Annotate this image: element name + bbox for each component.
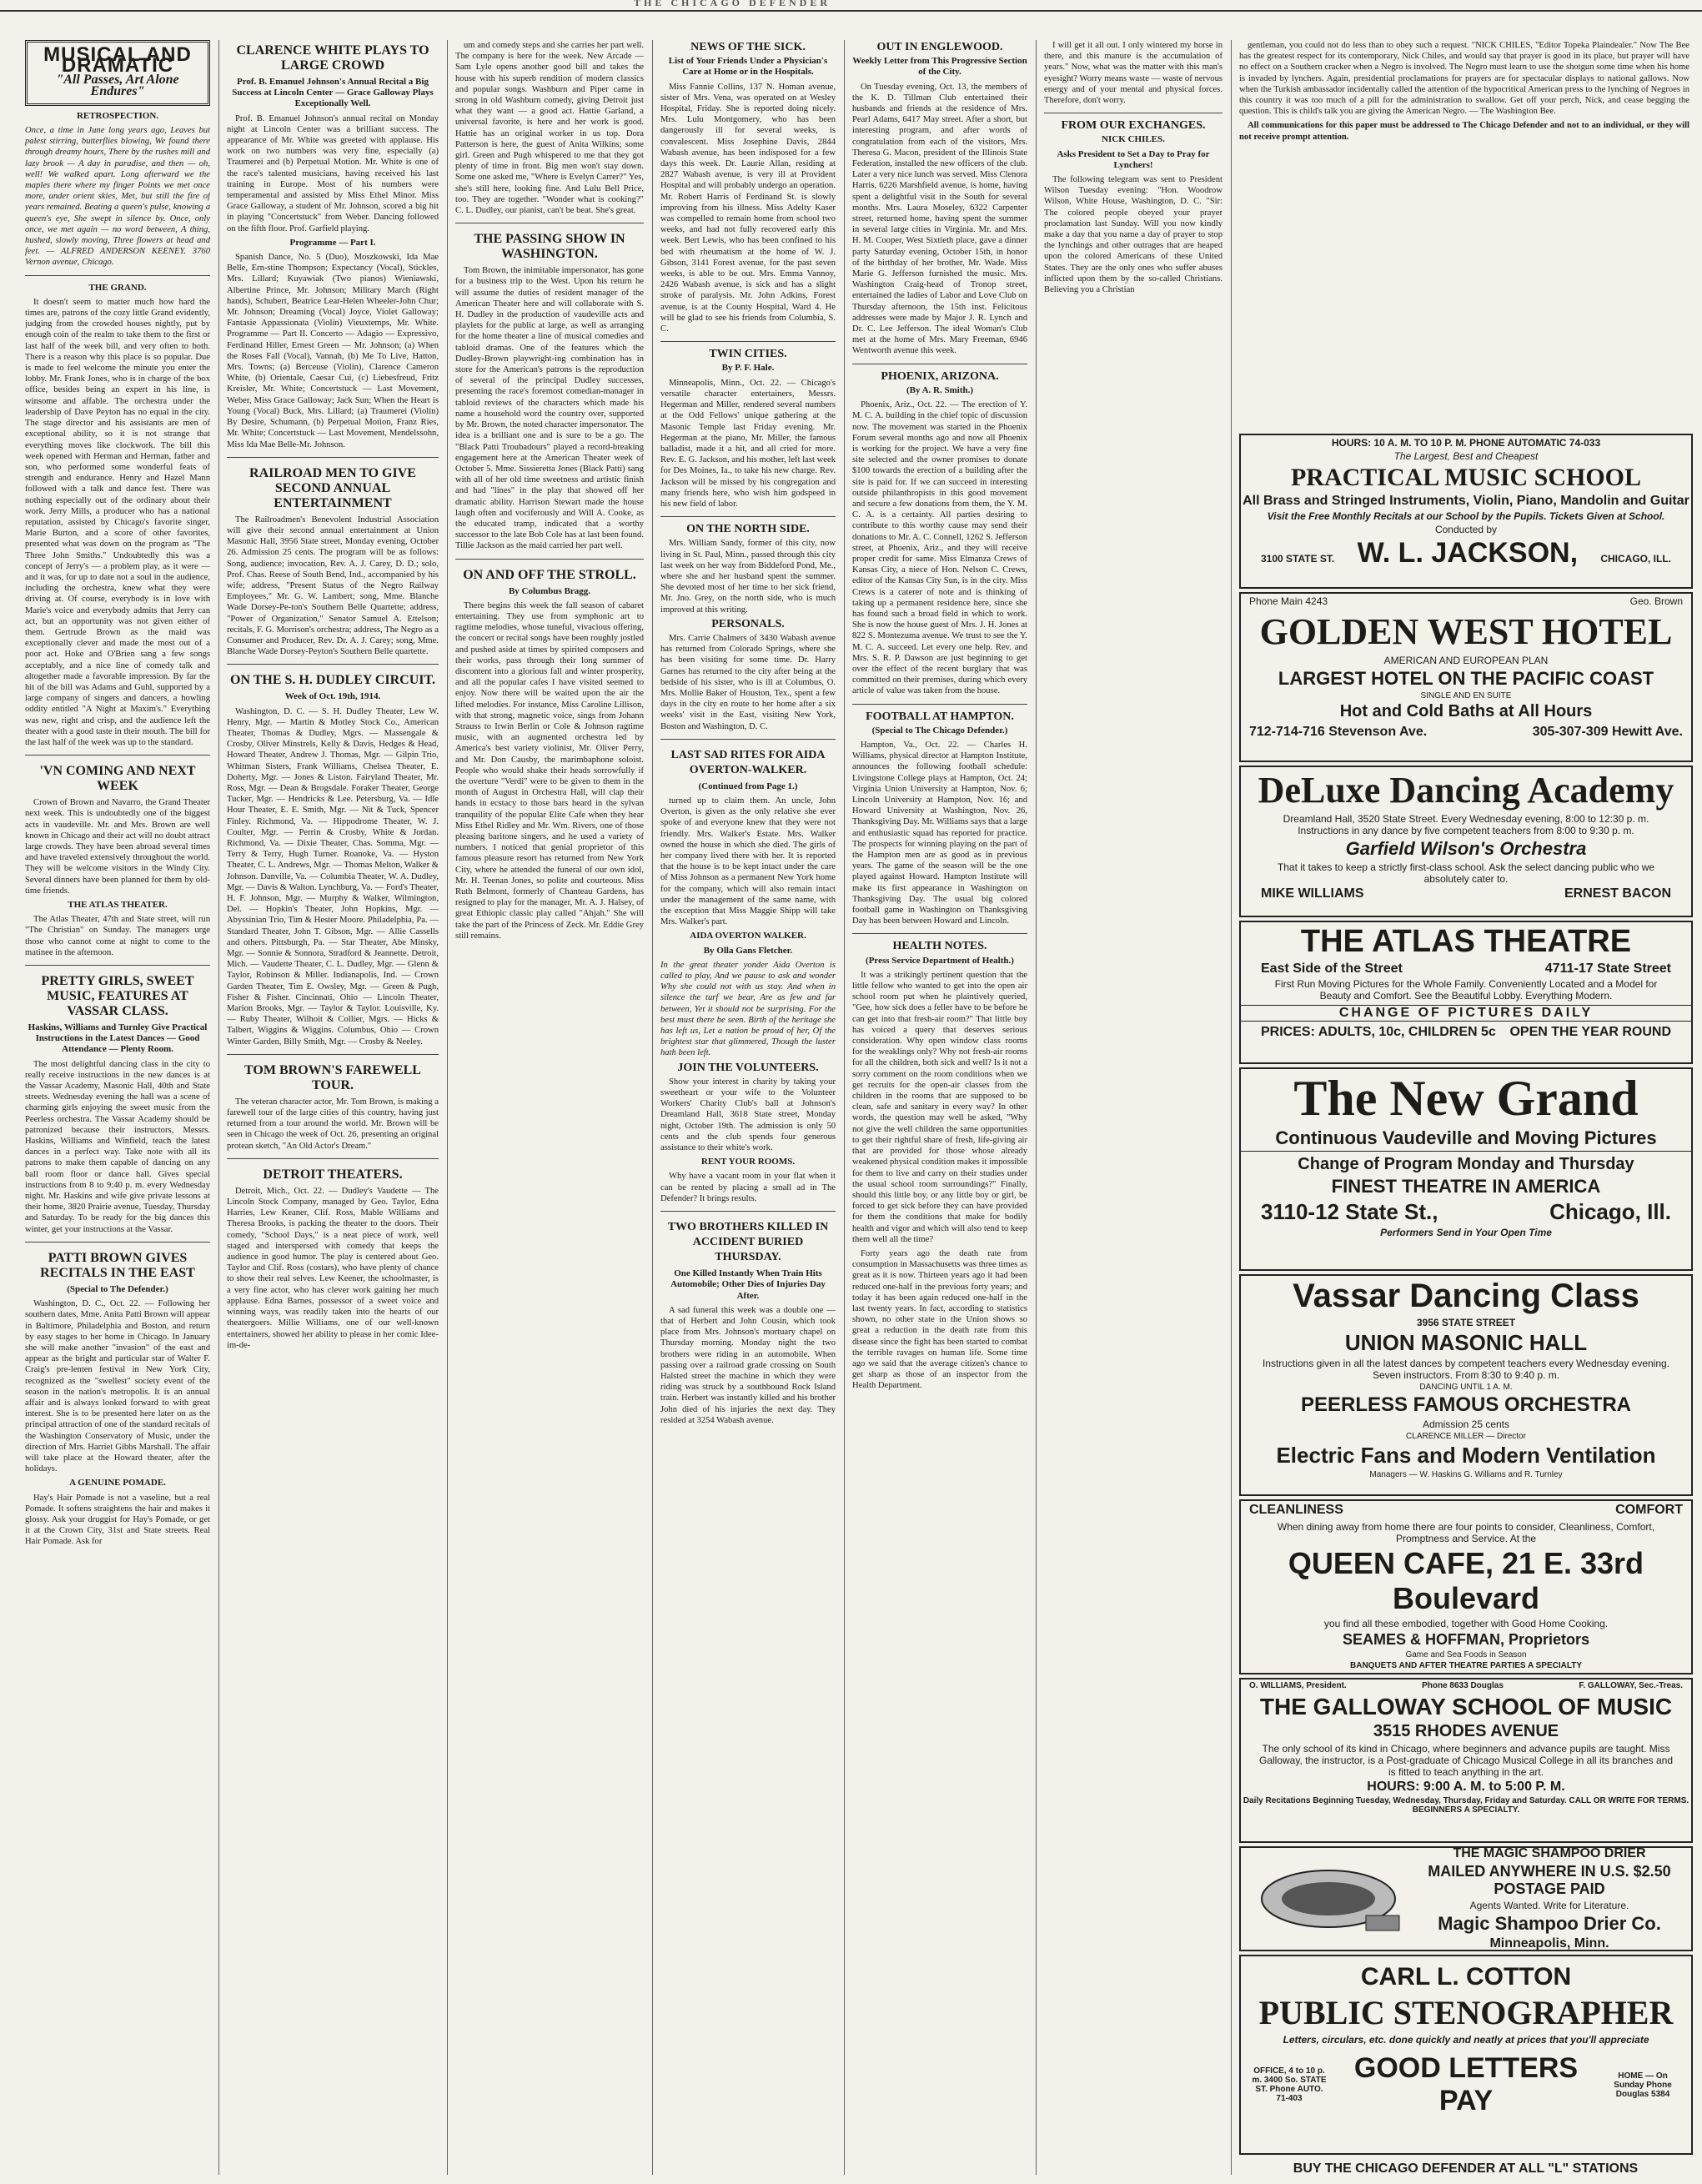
subheadline: (Special to The Chicago Defender.) — [871, 725, 1008, 736]
rule — [660, 1211, 836, 1212]
rule — [227, 1158, 439, 1159]
byline: By Olla Gans Fletcher. — [703, 945, 793, 956]
rule — [227, 664, 439, 665]
column-5 — [852, 40, 1027, 2175]
poem-text: In the great theater yonder Aida Overton is called to play, And we pause to ask and wonder Why she could not with us stay. And when in silence the turf we bear, Are as few and far between, Yet it should not be surprising. For the best must there be seen. Birth of the heritage she has left us, Let a nation be proud of her, Of the brightest star that glimmered, Though the luster hath been left. — [660, 960, 836, 1058]
article-text: The most delightful dancing class in the city to really receive instructions in the new dances is at the Vassar Academy, Masonic Hall, 40th and State streets. Wednesday evening the hall was a scene of charming girls enjoying the sweet music from the Peerless orchestra. The Vassar Academy should be patronized because their instructors, Messrs. Haskins, Williams and Winfield, teach the latest dances in a perfect way. Take note with all its patrons to make them capable of dancing on any ball room floor or dance hall. Gives special instructions from 8 to 9:40 p. m. every Wednesday night. Mr. Haskins and wife give private lessons at their home, 3820 Prairie avenue, Tuesday, Thursday and Saturday. To be ready for the big dances this winter, get your instructions at the Vassar. — [25, 1059, 210, 1234]
shampoo-drier-illustration — [1249, 1857, 1408, 1940]
headline: RAILROAD MEN TO GIVE SECOND ANNUAL ENTERTAINMENT — [249, 465, 416, 510]
subheadline: (Continued from Page 1.) — [698, 781, 798, 791]
article-text: The Railroadmen's Benevolent Industrial Association will give their second annual entertainment at Union Masonic Hall, 3956 State street, Monday evening, October 26. Admission 25 cents. The program will be as follows: Song, audience; invocation, Rev. A. J. Carey, D. D.; solo, Prof. Chas. Reese of South Bend, Ind., accompanied by his wife; address, "Present Status of the Negro Railway Employees," Mr. G. W. Lambert; song, Mme. Blanche Wade Dorsey-Pe-ton's Southern Belle Quartette; address, "Power of Organization," Senator Samuel A. Ettelson; recitals, F. G. Morrison's orchestra; address, The Negro as a Consumer and Producer, Rev. Dr. A. J. Carey; song, Mme. Blanche Wade Dorsey-Peyton's Southern Belle quartette. — [227, 515, 439, 657]
article-text: um and comedy steps and she carries her part well. The company is here for the week. New Arcade — Sam Lyle opens another good bill and takes the house with his superb rendition of modern classics and popular songs. Washburn and Piper came in strong in old Washburn comedy, giving Detroit just what they want — a good act. Hattie Garland, a universal favorite, is here and her work is good. Hattie has an original worker in us top. Dora Patterson is here, the guest of Anita Wilkins; some girl. Green and Pugh whispered to me that they got plenty of time in front. Big men won't stay down. Some one asked me, "Where is Evelyn Carrer?" Yes, she's still here, looking fine. And Lulu Bell Price, too. They are together. "Wonder what is cooking?" C. L. Dudley, our pianist, can't be beat. She's great. — [455, 41, 644, 216]
byline: By P. F. Hale. — [721, 363, 775, 374]
section-title: MUSICAL AND DRAMATIC — [43, 43, 192, 78]
article-text: It was a strikingly pertinent question that the little fellow who wanted to get into the open air school room put when he plaintively queried, "Gee, how sick does a feller have to be before he can get into that fresh-air room?" That little boy has voiced a query that deserves serious consideration. Why open window class rooms for the weaklings only? Why not fresh-air rooms for all the children, both sick and well? Is it not a sorry comment on the room conditions when we get recruits for the open-air classes from the children in the rooms that are supposed to be clean, safe and sanitary in every way? In other words, the question may well be asked, "Why not give the well children the same opportunities to get their rightful share of fresh, life-giving air that are provided for those whose already weakened physical condition makes it impossible for them to live and carry on their studies under the usual school room surroundings?" Finally, should this little boy, or any little boy or girl, be forced to get sick before they can have provided for them the conditions that make for bodily health and vigor and which will also tend to keep them well all the time? — [852, 970, 1027, 1244]
subheadline: Week of Oct. 19th, 1914. — [284, 691, 381, 702]
section-tagline: "All Passes, Art Alone Endures" — [56, 73, 179, 98]
subheadline: Weekly Letter from This Progressive Section of the City. — [852, 56, 1027, 78]
headline: FROM OUR EXCHANGES. — [1061, 119, 1206, 133]
article-text: A sad funeral this week was a double one — that of Herbert and John Cousin, which took place from Mrs. Johnson's mortuary chapel on Thursday morning. Monday night the two brothers were riding in an automobile. When passing over a railroad grade crossing on South Halsted street the machine in which they were riding was struck by a southbound Rock Island train. Herbert was instantly killed and his brother John died of his injuries the next day. They resided at 3254 Wabash avenue. — [660, 1305, 836, 1425]
article-text: Tom Brown, the inimitable impersonator, has gone for a business trip to the West. Upon his return he will assume the duties of resident manager of the American Theater here and will collaborate with S. H. Dudley in the production of vaudeville acts and playlets for the public at large, as well as arranging for the home theater a line of musical comedies and tabloid dramas. One of the features which the Dudley-Brown playwright-ing combination has in store for the American's patrons is the reproduction of several of the principal Dudley successes, presenting the race's foremost comedian-manager in tabloid reviews of the characters which made his name a household word the country over, supported by Mr. Brown, the noted character impersonator. The idea is a brilliant one and is sure to be a go. The "Black Patti Troubadours" played a record-breaking engagement here at the American Theater week of October 5. Mme. Sissieretta Jones (Black Patti) sang with all of her old time sweetness and artistic finish and had "lines" in the play that showed off her dramatic ability. Harrison Stewart made the house laugh often and vociferously and Will A. Cooke, as the educated tramp, indicated that a worthy successor to the late Bob Cole has at last been found. Tillie Jackson as the maid carried her part well. — [455, 266, 644, 551]
headline: JOIN THE VOLUNTEERS. — [677, 1061, 819, 1074]
headline: DETROIT THEATERS. — [263, 1167, 403, 1182]
column-2 — [227, 40, 439, 2175]
ad-new-grand-theatre: The New Grand Continuous Vaudeville and Moving Pictures Change of Program Monday and Thursday FINEST THEATRE IN AMERICA 3110-12 State St., Chicago, Ill. Performers Send in Your Open Time — [1239, 1067, 1693, 1271]
article-text: Phoenix, Ariz., Oct. 22. — The erection of Y. M. C. A. building in the chief topic of discussion now. The movement was started in the Phoenix Forum several months ago and now all Phoenix is working for the project. We have a very fine site selected and the owner promises to donate $100 towards the erection of a building after the site is paid for. If we can succeed in interesting outside philanthropists in this good movement and secure a few donations from them, the Y. M. C. A. is a certainty. All parties desiring to contribute to this worthy cause may send their donations to Mr. A. C. Connell, 1262 S. Jefferson street, at Phoenix, Ariz., and they will receive proper credit for same. Miss Elmanza Crews of Kansas City, a niece of Hon. Nelson C. Crews, editor of the Kansas City Sun, is in the city. Miss Crews is a caterer of note and is thinking of taking up a permanent residence here, since she has found such a broad field in which to work. She is now the house guest of Mrs. J. H. Jones at 822 S. Montezuma avenue. We trust to see the Y. M. C. A. succeed. Let every one help. Rev. and Mrs. S. R. P. Dawson are just beginning to get over the effect of the recent burglary that was committed on their premises, during which every article of value was taken from the house. — [852, 400, 1027, 696]
article-text: Prof. B. Emanuel Johnson's annual recital on Monday night at Lincoln Center was a brilliant success. The appearance of Mr. White was greeted with applause. His work on two numbers was very fine, especially (a) Traumerei and (b) Perpetual Motion. Mr. White is one of the race's talented musicians, having received his last training in Europe. Most of his numbers were temperamental and assisted by Miss Ethel Minor. Miss Grace Galloway, a student of Mr. Johnson, scored a big hit in playing "Concertstuck" from Weber. Dancing followed on the fifth floor. Prof. Garfield playing. — [227, 113, 439, 233]
subheadline: Programme — Part I. — [289, 237, 376, 248]
article-text: The Atlas Theater, 47th and State street, will run "The Christian" on Sunday. The managers urge those who cannot come at night to come to the matinee in the afternoon. — [25, 915, 210, 957]
headline: HEALTH NOTES. — [892, 940, 987, 953]
article-text: turned up to claim them. An uncle, John Overton, is given as the only relative she ever spoke of and everyone knew that they were not friendly. Mrs. Walker's Estate. Mrs. Walker owned the house in which she died. The girls of her company lived there with her. It is reported that the house is to be kept intact under the care of Miss Johnson as a permanent New York home for the company, which will also remain intact under the management of the same name, with the exception that Miss Maggie Shipp will take Mrs. Walker's part. — [660, 796, 836, 927]
rule — [227, 457, 439, 458]
rule — [660, 516, 836, 517]
column-4 — [660, 40, 836, 2175]
article-text: Detroit, Mich., Oct. 22. — Dudley's Vaudette — The Lincoln Stock Company, managed by Geo. Taylor, Edna Harries, Lew Keaner, Clif. Ross, Mable Williams and Theresa Brooks, is packing the theater to the doors. Their comedy, "School Days," is a neat piece of work, well staged and interspersed with comedy that keeps the audience in good humor. The play is centered about Geo. Taylor and Clif. Ross (costars), who have plenty of chance to show their real selves. Lew Keener, the schoolmaster, is a very fine actor, who has clever work gaining her much applause. Edna Barnes, possessor of a sweet voice and winning ways, was readily taken into the hearts of our theatergoers. Millie Williams, one of our well-known entertainers, showed her ability to please in her comic Idee-im-de- — [227, 1186, 439, 1350]
section-banner — [25, 40, 210, 106]
ad-deluxe-dancing-academy: DeLuxe Dancing Academy Dreamland Hall, 3520 State Street. Every Wednesday evening, 8:00 to 12:30 p. m. Instructions in any dance by five competent teachers from 8:00 to 9:30 p. m. Garfield Wilson's Orchestra That it takes to keep a strictly first-class school. Ask the select dancing public who we absolutely cater to. MIKE WILLIAMS ERNEST BACON — [1239, 766, 1693, 917]
article-text: Once, a time in June long years ago, Leaves but palest stirring, butterflies blowing, We found there through dreamy hours, There by the rushes mill and lazy brook — A day in paradise, and then — oh, well! We walked apart. Long afterward we the maples there where my finger Points we met once more, under orient skies, Met, but still the fire of years remained. Beating a queen's pulse, knowing a queen's eye, She swept in silence by. Once, only once, we met again — no word between, A thing, hushed, slowly moving, Three flowers at head and feet. — ALFRED ANDERSON KEENEY. 3760 Vernon avenue, Chicago. — [25, 126, 210, 268]
headline: THE ATLAS THEATER. — [68, 900, 168, 911]
column-1 — [25, 40, 210, 2175]
headline: TWO BROTHERS KILLED IN ACCIDENT BURIED THURSDAY. — [667, 1221, 829, 1264]
article-text: There begins this week the fall season of cabaret entertaining. They use from symphonic art to ragtime melodies, whose tuneful, vivacious offering, the concert or recital songs have been roughly jostled and pushed aside at times by spirited composers and their works, pass through their long summer of discontent into a glorious fall and winter prosperity, and all the popular cafes I have visited seemed to enjoy. Now there will be waited upon the air the lifted melodies. For instance, Miss Caroline Lillison, with that strong, magnetic voice, sings from Johann Strauss to Irwin Berlin or Cole & Johnson ragtime music, with an augmented orchestra led by America's best variety violinist, Mr. Oliver Perry, and Mr. Don Causby, the marimbaphone soloist. People who would shake their heads sorrowfully if the overture "Verdi" were to be given to them in the month of August in Orchestra Hall, will clap their hands in ecstacy to those bars heard in the sylvan tranquility of the popular Elite Cafe when they hear Miss Ethel Ridley and Mr. Wm. Rivers, one of those pleasing baritone singers, and he used a variety of numbers. I noticed that genial proprietor of this famous pleasure resort has returned from New York City, where he attended the funeral of our own idol, Mr. H. Teenan Jones, so polite and courteous. Miss Ruth Belmont, formerly of Chanteau Gardens, has resigned to play for the manager, Mr. A. J. Halsey, of great Ethiopic classic play called "Ahjah." She will take the part of the Princess of Zeck. Mr. Eddie Grey still remains. — [455, 600, 644, 941]
byline: By Columbus Bragg. — [508, 585, 591, 596]
headline: CLARENCE WHITE PLAYS TO LARGE CROWD — [236, 43, 429, 73]
column-3 — [455, 40, 644, 2175]
subheadline: (Press Service Department of Health.) — [866, 955, 1014, 966]
masthead: THE CHICAGO DEFENDER — [0, 0, 1702, 12]
rule — [227, 1054, 439, 1055]
article-text: Spanish Dance, No. 5 (Duo), Moszkowski, Ida Mae Belle, Ern-stine Thompson; Expectancy (Vocal), Stickles, Mrs. Lillard; Kuyawiak (Two pianos) Wieniawski, Albertine Prince, Mr. Johnson; Military March (Right hands), Schubert, Beatrice Lear-Helen Wheeler-John Chur; Mr. Johnson; Dreaming (Vocal) Joyce, Violet Galloway; Fantasie Appassionata (Violin) Vieuxtemps, Mr. White. Programme — Part II. Concerto — Adagio — Expressivo, Ferdinand Hiller, Ernest Green — Mr. Johnson; (a) When the Roses Fall (Vocal), Vannah, (b) Me To Live, Hatton, Mrs. Towns; (a) Berceuse (Violin), Clarence Cameron White, (b) Orientale, Caesar Cui, (c) Liebesfreud, Fritz Kreisler, Mr. White; Concertstuck — Last Movement, Weber, Miss Grace Galloway; Jack Sun; When the Heart is Young (Vocal) Buck, Mrs. Lillard; (a) Traumerei (Violin) By Desire, Schumann, (b) Perpetual Motion, Franz Ries, Mr. White; Concertstuck — Last Movement, Mendelssohn, Miss Ida Mae Belle-Mr. Johnson. — [227, 253, 439, 449]
column-divider — [844, 40, 845, 2175]
article-text: Hampton, Va., Oct. 22. — Charles H. Williams, physical director at Hampton Institute, announces the following football schedule: Livingstone College plays at Hampton, Oct. 24; Virginia Union University at Hampton, Nov. 6; Lincoln University at Hampton, Nov. 16; and Howard University at Washington, Nov. 26, Thanksgiving Day. Mr. Williams says that a large and enthusiastic squad has reported for practice. The prospects for winning playing on the part of the Hampton men are as good as in previous years. The game of the season will be the one played against Howard. Hampton Institute will make its first appearance in Washington on Thanksgiving Day. The usual big colored football game in Washington on Thanksgiving Day has been between Howard and Lincoln. — [852, 740, 1027, 926]
article-text: Mrs. William Sandy, former of this city, now living in St. Paul, Minn., passed through this city last week on her way from Biddeford Pond, Me., where she and her husband spent the summer. She devoted most of her time to her sick friend, Mr. Jno. Grey, on the north side, who is much improved at this writing. — [660, 539, 836, 615]
ad-vassar-dancing-class: Vassar Dancing Class 3956 STATE STREET UNION MASONIC HALL Instructions given in all the latest dances by competent teachers every Wednesday evening. Seven instructors. From 8:30 to 9:40 p. m. DANCING UNTIL 1 A. M. PEERLESS FAMOUS ORCHESTRA Admission 25 cents CLARENCE MILLER — Director Electric Fans and Modern Ventilation Managers — W. Haskins G. Williams and R. Turnley — [1239, 1274, 1693, 1496]
article-text: Washington, D. C. — S. H. Dudley Theater, Lew W. Henry, Mgr. — Martin & Motley Stock Co., American Theater, Thomas & Dudley, Mgrs. — Massengale & Crosby, Oliver Minstrels, Kelly & Davis, Hedges & Head, Howard Theater, Andrew J. Thomas, Mgr. — Gilpin Trio, Whitman Sisters, Frank Williams, Chelsea Theater, E. Doherty, Mgr. — Jones & Liston. Fairyland Theater, Mr. Ross, Mgr. — Dean & Brogsdale. Foraker Theater, George Tucker, Mgr. — Hendricks & Lee. Petersburg, Va. — Idle Hour Theater, E. E. Smith, Mgr. — Nit & Tuck, Spencer Finley. Richmond, Va. — Hippodrome Theater, W. J. Coulter, Mgr. — Perrin & Crosby, White & Jordan. Richmond, Va. — Dixie Theater, Chas. Somma, Mgr. — Terry & Terry, Hugh Turner. Roanoke, Va. — Hyston Theater, C. L. Andrews, Mgr. — Thomas Melton, Walker & Johnson. Danville, Va. — Columbia Theater, W. A. Dudley, Mgr. — Davis & Walton. Lynchburg, Va. — Ford's Theater, H. F. Johnson, Mgr. — Murphy & Walker, Wilmington, Del. — Hopkin's Theater, John Hopkins, Mgr. — Abyssinian Trio, Tim & Hester Moore. Philadelphia, Pa. — Standard Theater, John T. Gibson, Mgr. — Allie Cassells and others. Pittsburgh, Pa. — Star Theater, Abe Minsky, Mgr. — Sonnie & Sonnora, Stradford & Jeannette. Detroit, Mich. — Vaudette Theater, C. L. Dudley, Mgr. — Glenn & Taylor, Robinson & Miller. Indianapolis, Ind. — Crown Garden Theater, Tim E. Owsley, Mgr. — Green & Pugh, Fisher & Fisher. Cincinnati, Ohio — Lincoln Theater, Marion Brooks, Mgr. — Taylor & Taylor. Louisville, Ky. — Ruby Theater, Wilhoit & Collier, Mgrs. — Hicks & Talbert, Wiggins & Wiggins. Columbus, Ohio — Crown Winter Garden, Billy Smith, Mgr. — Crosby & Neeley. — [227, 706, 439, 1047]
headline: ON THE S. H. DUDLEY CIRCUIT. — [230, 673, 435, 688]
ad-golden-west-hotel: Phone Main 4243 Geo. Brown GOLDEN WEST HOTEL AMERICAN AND EUROPEAN PLAN LARGEST HOTEL ON THE PACIFIC COAST SINGLE AND EN SUITE Hot and Cold Baths at All Hours 712-714-716 Stevenson Ave. 305-307-309 Hewitt Ave. — [1239, 592, 1693, 762]
headline: NEWS OF THE SICK. — [690, 41, 806, 53]
headline: ON AND OFF THE STROLL. — [463, 567, 636, 582]
headline: THE PASSING SHOW IN WASHINGTON. — [474, 232, 625, 262]
article-text: I will get it all out. I only wintered my horse in there, and this manure is the accumulation of years." Now, what was the matter with this man's eyesight? Worry means waste — waste of nervous energy and of your mental and physical forces. Therefore, don't worry. — [1044, 41, 1223, 106]
column-divider — [652, 40, 653, 2175]
article-text: The following telegram was sent to President Wilson Tuesday evening: "Hon. Woodrow Wilson, White House, Washington, D. C. "Sir: The colored people obeyed your prayer proclamation last Sunday. Will you now kindly make a day that you name a day of prayer to stop the lynchings and other outrages that are heaped upon the colored Americans of these United States. They are the only ones who suffer abuses inflicted upon them by the so-called Christians. Believing you a Christian — [1044, 175, 1223, 295]
column-6 — [1044, 40, 1223, 707]
article-text: Washington, D. C., Oct. 22. — Following her southern dates, Mme. Anita Patti Brown will appear in Baltimore, Philadelphia and Boston, and return by easy stages to her home in Chicago. In January she will make another "invasion" of the east and appear as the bright and particular star of Walter F. Craig's pre-lenten festival in New York City, recognized as the "swellest" society event of the season in the nation's metropolis. It is an annual affair and is always looked forward to with great interest. She is to be presented here later on as the principal attraction of one of the standard recitals of the Washington Conservatory of Music, under the direction of Mrs. Harriet Gibbs Marshall. The affair will take place at the Howard theater, after the holidays. — [25, 1299, 210, 1474]
subheadline: Prof. B. Emanuel Johnson's Annual Recital a Big Success at Lincoln Center — Grace Galloway Plays Exceptionally Well. — [232, 77, 434, 109]
article-text: Minneapolis, Minn., Oct. 22. — Chicago's versatile character entertainers, Messrs. Hegerman and Miller, rendered several numbers at the Odd Fellows' unique gathering at the Masonic Temple last Friday evening. Mr. Hegerman at the piano, Mr. Miller, the famous balladist, made it a hit, and all cried for more. Rev. E. G. Jackson, and his mother, left last week for Des Moines, Ia., to take his new charge. Rev. Jackson will be missed by his congregation and many friends here, who wish him godspeed in his new field of labor. — [660, 378, 836, 509]
rule — [660, 341, 836, 342]
ad-atlas-theatre: THE ATLAS THEATRE East Side of the Street 4711-17 State Street First Run Moving Pictures for the Whole Family. Conveniently Located and a Model for Beauty and Comfort. See the Beautiful Lobby. Everything Modern. CHANGE OF PICTURES DAILY PRICES: ADULTS, 10c, CHILDREN 5c OPEN THE YEAR ROUND — [1239, 921, 1693, 1064]
headline: RENT YOUR ROOMS. — [700, 1157, 796, 1167]
rule — [660, 739, 836, 740]
column-divider — [218, 40, 219, 2175]
headline: PERSONALS. — [711, 617, 785, 630]
article-text: Miss Fannie Collins, 137 N. Homan avenue, sister of Mrs. Vena, was operated on at Wesley Hospital, Friday. She is reported doing nicely. Mrs. Lulu Montgomery, who has been dangerously ill for several weeks, is convalescent. Miss Josephine Davis, 2844 Wabash avenue, has been indisposed for a few days this week. Dr. Laurie Allan, residing at 2827 Wabash avenue, is very ill at Provident Hospital and will probably undergo an operation. Mr. Robert Harris of Ferdinand St. is slowly improving from his illness. Miss Adelty Kaser was compelled to remain home from school two weeks, and had not fully recovered early this week. Bert Lewis, who has been confined to his bed with rheumatism at the home of W. J. Gibson, 3141 Forest avenue, for the past seven weeks, is able to be out. Mrs. Emma Vannoy, 2426 Wabash avenue, is sick and has a slight stroke of paralysis. Mr. John Adkins, Forest avenue, is at the County Hospital, Ward 4. He will be glad to see his friends from Columbia, S. C. — [660, 82, 836, 334]
rule — [852, 933, 1027, 934]
rule — [25, 275, 210, 276]
headline: LAST SAD RITES FOR AIDA OVERTON-WALKER. — [670, 748, 826, 776]
column-divider — [1036, 40, 1037, 2175]
subheadline: Haskins, Williams and Turnley Give Practical Instructions in the Latest Dances — Good Attendance — Plenty Room. — [28, 1022, 208, 1055]
headline: TOM BROWN'S FAREWELL TOUR. — [244, 1062, 421, 1092]
headline: RETROSPECTION. — [76, 110, 159, 121]
ad-carl-cotton-stenographer: CARL L. COTTON PUBLIC STENOGRAPHER Letters, circulars, etc. done quickly and neatly at prices that you'll appreciate OFFICE, 4 to 10 p. m. 3400 So. STATE ST. Phone AUTO. 71-403 GOOD LETTERS PAY HOME — On Sunday Phone Douglas 5384 — [1239, 1955, 1693, 2155]
subheadline: One Killed Instantly When Train Hits Automobile; Other Dies of Injuries Day After. — [670, 1268, 826, 1301]
headline: PHOENIX, ARIZONA. — [881, 369, 999, 383]
headline: PATTI BROWN GIVES RECITALS IN THE EAST — [40, 1250, 195, 1280]
article-text: On Tuesday evening, Oct. 13, the members of the K. D. Tillman Club entertained their husbands and friends at the residence of Mrs. Pearl Adams, 6417 May street. After a short, but interesting program, and after words of congratulation from each of the visitors, Mrs. Theresa G. Macon, president of the Illinois State Federation, installed the new officers of the club. Later a very nice lunch was served. Miss Clenora Harris, 6226 Marshfield avenue, is home, having spent a delightful visit in the South for several months. Mrs. Laura Moseley, 6322 Carpenter street, returned home, having spent the summer in several large cities in Virginia. Mr. and Mrs. H. M. Cooper, West Sixtieth place, gave a dinner party Saturday evening, October 15th, in honor of the birthday of her brother, Mr. Wade. Miss Marie G. Jefferson furnished the music. Mrs. Washington Craig-head of Tronop street, entertained the ladies of Labor and Love Club on Thursday afternoon, the 15th inst. Felicitous addresses were made by Major J. R. Lynch and Dr. C. Lee Jefferson. The ideal Woman's Club met at the home of Mrs. Mary Freeman, 6946 Wentworth avenue this week. — [852, 82, 1027, 356]
ad-jackson-music-school: HOURS: 10 A. M. TO 10 P. M. PHONE AUTOMATIC 74-033 The Largest, Best and Cheapest PRACTICAL MUSIC SCHOOL All Brass and Stringed Instruments, Violin, Piano, Mandolin and Guitar Visit the Free Monthly Recitals at our School by the Pupils. Tickets Given at School. Conducted by 3100 STATE ST. W. L. JACKSON, CHICAGO, ILL. — [1239, 434, 1693, 589]
headline: ON THE NORTH SIDE. — [686, 523, 810, 536]
subheadline: Asks President to Set a Day to Pray for Lynchers! — [1057, 148, 1210, 170]
article-text: The veteran character actor, Mr. Tom Brown, is making a farewell tour of the large cities of this country, having just returned from a tour around the world. Mr. Brown will be seen in Chicago the week of Oct. 26, presenting an original protean sketch, "An Old Actor's Dream." — [227, 1097, 439, 1151]
column-7 — [1239, 40, 1689, 432]
headline: A GENUINE POMADE. — [69, 1478, 166, 1489]
headline: AIDA OVERTON WALKER. — [690, 931, 806, 941]
headline: OUT IN ENGLEWOOD. — [876, 41, 1003, 53]
column-divider — [1231, 40, 1232, 2175]
subheadline: (Special to The Defender.) — [67, 1283, 168, 1294]
article-text: Hay's Hair Pomade is not a vaseline, but a real Pomade. It softens straightens the hair and makes it glossy. Ask your druggist for Hay's Pomade, or get it at the Crown City, 31st and State streets. Real Hair Pomade. Ask for — [25, 1493, 210, 1547]
rule — [25, 965, 210, 966]
ad-galloway-school-of-music: O. WILLIAMS, President. Phone 8633 Douglas F. GALLOWAY, Sec.-Treas. THE GALLOWAY SCHOOL OF MUSIC 3515 RHODES AVENUE The only school of its kind in Chicago, where beginners and advance pupils are taught. Miss Galloway, the instructor, is a Post-graduate of Chicago Musical College in all its branches and is fitted to teach anything in the art. HOURS: 9:00 A. M. to 5:00 P. M. Daily Recitations Beginning Tuesday, Wednesday, Thursday, Friday and Saturday. CALL OR WRITE FOR TERMS. BEGINNERS A SPECIALTY. — [1239, 1678, 1693, 1843]
rule — [25, 1242, 210, 1243]
headline: FOOTBALL AT HAMPTON. — [866, 710, 1014, 723]
rule — [852, 704, 1027, 705]
headline: PRETTY GIRLS, SWEET MUSIC, FEATURES AT VASSAR CLASS. — [41, 974, 194, 1019]
subheadline: List of Your Friends Under a Physician's Care at Home or in the Hospitals. — [668, 56, 828, 78]
headline: THE GRAND. — [88, 282, 147, 293]
headline: 'VN COMING AND NEXT WEEK — [39, 764, 196, 794]
article-text: Mrs. Carrie Chalmers of 3430 Wabash avenue has returned from Colorado Springs, where she has been visiting for some time. Dr. Harry Garnes has returned to the city after being at the bedside of his sister, who is ill at Columbus, O. Mrs. Mollie Baker of Houston, Tex., spent a few days in the city en route to her home after a six weeks' visit in the East, visiting New York, Boston and Washington, D. C. — [660, 633, 836, 731]
ad-queen-cafe: CLEANLINESS COMFORT When dining away from home there are four points to consider, Cleanliness, Comfort, Promptness and Service. At the QUEEN CAFE, 21 E. 33rd Boulevard you find all these embodied, together with Good Home Cooking. SEAMES & HOFFMAN, Proprietors Game and Sea Foods in Season BANQUETS AND AFTER THEATRE PARTIES A SPECIALTY — [1239, 1499, 1693, 1674]
article-text: gentleman, you could not do less than to obey such a request. "NICK CHILES, "Editor Topeka Plaindealer." Now The Bee has the greatest respect for its contemporary, Nick Chiles, and would say that prayer is good in its place, but prayer will have no effect on a Southern cracker when a Negro is involved. The Negro must learn to use the shotgun some time when his home is invaded by lynchers. Again, presidential proclamations for prayers are for spectacular displays to national gallows. Now when the Turkish ambassador incidentally called the attention of the hypocritical American press to the lynching of Negroes in this country it was too much of a pill for the administration to swallow. Get off your perch, Nick, and cease begging the question. This is child's talk you are giving the American Negro. — The Washington Bee. — [1239, 41, 1689, 117]
rule — [25, 755, 210, 756]
ad-magic-shampoo-drier: THE MAGIC SHAMPOO DRIER MAILED ANYWHERE IN U.S. $2.50 POSTAGE PAID Agents Wanted. Write for Literature. Magic Shampoo Drier Co. Minneapolis, Minn. — [1239, 1846, 1693, 1951]
byline: NICK CHILES. — [1102, 134, 1165, 145]
article-text: Why have a vacant room in your flat when it can be rented by placing a small ad in The Defender? It brings results. — [660, 1172, 836, 1203]
column-divider — [447, 40, 448, 2175]
headline: TWIN CITIES. — [709, 348, 787, 361]
notice-text: All communications for this paper must be addressed to The Chicago Defender and not to an individual, or they will not receive prompt attention. — [1239, 121, 1689, 142]
rule — [455, 559, 644, 560]
article-text: Show your interest in charity by taking your sweetheart or your wife to the Volunteer Workers' Charity Club's ball at Johnson's Dreamland Hall, 3618 State street, Monday night, October 19th. The admission is only 50 cents and the club spends four generous assistance to their white's work. — [660, 1077, 836, 1153]
article-text: Forty years ago the death rate from consumption in Massachusetts was three times as great as it is now. Thirteen years ago it had been reduced one-half in the previous forty years; and today it has been again reduced one-half in the last twenty years. In fact, according to statistics shown, no other state in the Union shows so great a reduction in the death rate from this disease since the fight has been started to combat the terrible ravages on human life. Some time ago we said that the average citizen's chance to get sharp as those of an inspector from the Health Department. — [852, 1248, 1027, 1391]
article-text: It doesn't seem to matter much how hard the times are, patrons of the cozy little Grand evidently, judging from the crowded houses nightly, put by enough coin of the realm to take them to the first or last half of the week bill, and very often to both. There is a reason why this place is so popular. Due is made to feel welcome the minute you enter the lobby. Mr. Frank Jones, who is in charge of the box office, besides being an expert in his line, is winsome and affable. The orchestra under the leadership of Dave Peyton has no equal in the city. The stage director and his assistants are men of exceptional ability, so it is not strange that everything moves like clockwork. The bill this week opened with Herman and Herman, father and son, who performed some wonderful feats of strength and endurance. Henry and Hazel Mann followed with a talk and dance fest. There was nothing especially out of the ordinary about their work. Jerry Mills, a producer who has a national reputation, assisted by Chicago's favorite singer, Marie Burton, and a score of other favorites, presented what was down on the program as "The Three John Smiths." Undoubtedly this was a concept of Jerry's — a problem play, as it were — and it was, for up to date not a soul in the audience, including the orchestra, knew what they were driving at. Of course, everybody is in love with Marie's voice and everybody admits that Jerry can act, but an opportunity was not given either of them. Gertrude Brown as the maid was exceptionally clever and made the most out of a poor act. Hoke and O'Brien sang a few songs acceptably, and a nice line of comedy talk and altogether made a favorable impression. By far the hit of the bill was Adams and Guhl, supported by a large company of singers and dancers, a howling oddity entitled "A Night at Maxim's." Everything was new, right and crisp, and the audience left the theater with a good taste in their mouth. The bill for the last half of the week was up to the standard. — [25, 297, 210, 747]
article-text: Crown of Brown and Navarro, the Grand Theater next week. This is undoubtedly one of the biggest acts in vaudeville. Mr. and Mrs. Brown are well known in Chicago and their act will no doubt attract large crowds. They have been abroad several times and have traveled extensively throughout the world. They will be welcome visitors in the Windy City. Several dinners have been planned for them by old-time friends. — [25, 798, 210, 896]
byline: (By A. R. Smith.) — [906, 384, 974, 395]
footer-notice: BUY THE CHICAGO DEFENDER AT ALL "L" STATIONS — [1293, 2161, 1639, 2176]
